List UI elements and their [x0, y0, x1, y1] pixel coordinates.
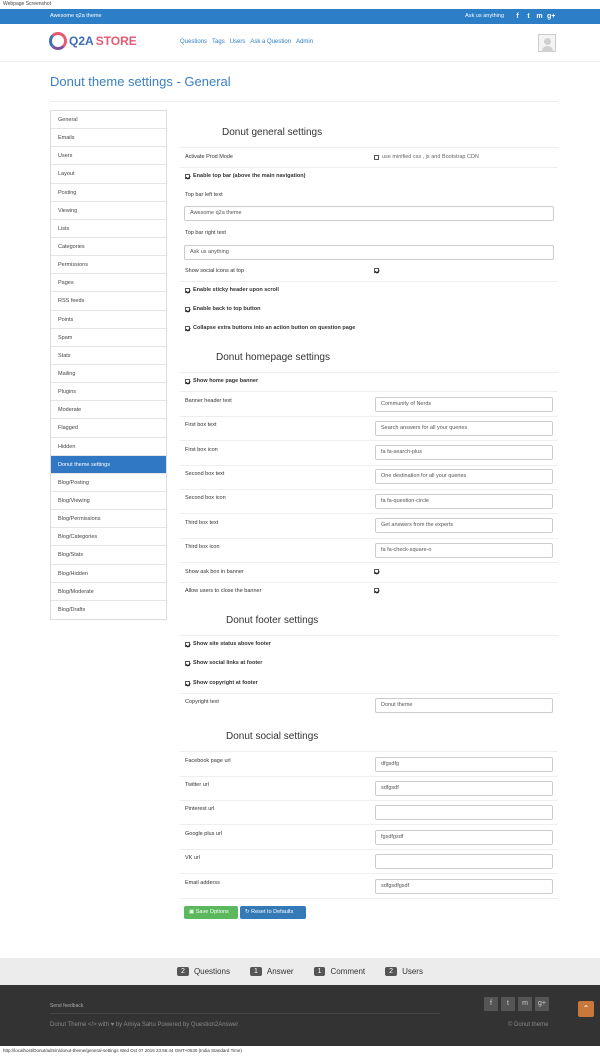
footer-social	[484, 997, 549, 1011]
divider	[50, 101, 558, 102]
pinterest-url-input[interactable]	[375, 805, 553, 820]
second-box-icon-input[interactable]: fa fa-question-circle	[375, 494, 553, 509]
top-bar-left-input[interactable]: Awesome q2a theme	[184, 206, 554, 221]
second-box-icon-label: Second box icon	[185, 495, 226, 501]
sidebar-item[interactable]: Lists	[51, 220, 166, 238]
social-links-label: Show social links at footer	[193, 660, 263, 666]
checkbox-icon[interactable]	[185, 174, 190, 179]
back-to-top-label: Enable back to top button	[193, 306, 261, 312]
save-options-button[interactable]	[184, 906, 238, 919]
first-box-icon-input[interactable]: fa fa-search-plus	[375, 445, 553, 460]
sidebar-item[interactable]: Layout	[51, 165, 166, 183]
sidebar-item[interactable]: Pages	[51, 274, 166, 292]
nav-users[interactable]: Users	[229, 39, 246, 45]
mail-icon[interactable]: m	[518, 997, 532, 1011]
vk-url-label: VK url	[185, 855, 200, 861]
stat-answers	[250, 967, 294, 976]
checkbox-icon[interactable]	[185, 288, 190, 293]
status-bar: http://localhost/Donut/admin/donut-theme/general-settings Wed Oct 07 2015 23:56:44 GMT+0530 (India Standard Time)	[0, 1046, 600, 1056]
sidebar-item[interactable]: Blog/Stats	[51, 546, 166, 564]
logo-text-2: STORE	[95, 34, 137, 48]
divider	[180, 776, 558, 777]
main-nav	[180, 39, 313, 45]
footer-credit: Donut Theme </> with ♥ by Amiya Sahu Powered by Question2Answer	[50, 1022, 239, 1028]
facebook-icon[interactable]: f	[484, 997, 498, 1011]
email-label: Email adderss	[185, 880, 220, 886]
copyright-checkbox[interactable]	[185, 680, 258, 686]
page-title: Donut theme settings - General	[50, 74, 231, 89]
send-feedback-link[interactable]: Send feedback	[50, 1003, 84, 1009]
section-title-general: Donut general settings	[222, 127, 323, 138]
stat-questions	[177, 967, 230, 976]
second-box-text-input[interactable]: One destination for all your queries	[375, 469, 553, 484]
email-input[interactable]: sdfgsdfgsdf	[375, 879, 553, 894]
site-logo[interactable]	[49, 32, 137, 50]
divider	[180, 898, 558, 899]
divider	[180, 147, 558, 148]
facebook-url-input[interactable]: dfgsdfg	[375, 757, 553, 772]
checkbox-icon[interactable]	[185, 326, 190, 331]
top-bar-right-input[interactable]: Ask us anything	[184, 245, 554, 260]
google-plus-icon[interactable]: g+	[535, 997, 549, 1011]
close-banner-label: Allow users to close the banner	[185, 588, 262, 594]
divider	[180, 562, 558, 563]
nav-tags[interactable]: Tags	[212, 39, 225, 45]
divider	[180, 873, 558, 874]
nav-questions[interactable]: Questions	[180, 39, 208, 45]
browser-caption: Webpage Screenshot	[0, 0, 600, 9]
copyright-show-label: Show copyright at footer	[193, 680, 258, 686]
logo-text-1: Q2A	[69, 34, 94, 48]
social-icons-label: Show social icons at top	[185, 268, 245, 274]
divider	[180, 372, 558, 373]
vk-url-input[interactable]	[375, 854, 553, 869]
twitter-icon[interactable]: t	[527, 13, 530, 20]
back-to-top-checkbox[interactable]	[185, 306, 261, 312]
divider	[180, 582, 558, 583]
divider	[180, 440, 558, 441]
sidebar-item[interactable]: Flagged	[51, 419, 166, 437]
sidebar-item[interactable]: Spam	[51, 329, 166, 347]
sidebar-item[interactable]: RSS feeds	[51, 292, 166, 310]
footer-copyright: © Donut theme	[508, 1022, 549, 1028]
sidebar-item[interactable]: Blog/Hidden	[51, 565, 166, 583]
site-status-label: Show site status above footer	[193, 641, 271, 647]
sidebar-item[interactable]: Permissions	[51, 256, 166, 274]
pinterest-url-label: Pinterest url	[185, 806, 215, 812]
stat-label: Comment	[330, 967, 366, 976]
collapse-checkbox[interactable]	[185, 325, 355, 331]
sidebar-item[interactable]: Plugins	[51, 383, 166, 401]
divider	[180, 693, 558, 694]
sidebar-item[interactable]: Categories	[51, 238, 166, 256]
admin-sidebar	[50, 110, 167, 620]
reset-label: Reset to Defaults	[251, 909, 294, 915]
stat-label: Questions	[193, 967, 230, 976]
divider	[180, 751, 558, 752]
top-bar-right-text[interactable]: Ask us anything	[465, 13, 504, 19]
sidebar-item[interactable]: Posting	[51, 184, 166, 202]
top-bar-left-text: Awesome q2a theme	[50, 13, 102, 19]
second-box-text-label: Second box text	[185, 471, 225, 477]
stat-count: 1	[314, 967, 326, 976]
divider	[180, 489, 558, 490]
top-bar-label: Enable top bar (above the main navigation)	[193, 173, 306, 179]
reset-defaults-button[interactable]	[240, 906, 306, 919]
google-plus-icon[interactable]: g+	[547, 13, 556, 20]
sidebar-item[interactable]: Emails	[51, 129, 166, 147]
site-status-checkbox[interactable]	[185, 641, 271, 647]
divider	[180, 824, 558, 825]
stat-count: 2	[385, 967, 397, 976]
sidebar-item[interactable]: Hidden	[51, 438, 166, 456]
third-box-text-input[interactable]: Get answers from the experts	[375, 518, 553, 533]
divider	[180, 281, 558, 282]
checkbox-icon[interactable]	[185, 661, 190, 666]
twitter-url-input[interactable]: sdfgsdf	[375, 781, 553, 796]
home-banner-checkbox[interactable]	[185, 378, 258, 384]
sidebar-item[interactable]: Blog/Categories	[51, 528, 166, 546]
chevron-up-icon: ⌃	[582, 1004, 590, 1013]
refresh-icon: ↻	[245, 909, 252, 915]
sidebar-item[interactable]: Blog/Posting	[51, 474, 166, 492]
prod-mode-checkbox[interactable]	[374, 154, 479, 160]
ask-box-label: Show ask box in banner	[185, 569, 244, 575]
banner-header-input[interactable]: Community of Nerds	[375, 397, 553, 412]
twitter-url-label: Twitter url	[185, 782, 209, 788]
first-box-icon-label: First box icon	[185, 447, 218, 453]
top-bar	[0, 9, 600, 24]
mail-icon[interactable]: m	[536, 13, 543, 20]
section-title-footer: Donut footer settings	[226, 615, 319, 626]
checkbox-icon[interactable]	[185, 681, 190, 686]
copyright-text-input[interactable]: Donut theme	[375, 698, 553, 713]
first-box-text-input[interactable]: Search answers for all your queries	[375, 421, 553, 436]
divider	[180, 416, 558, 417]
prod-mode-note: use minified css , js and Bootstrap CDN	[382, 154, 479, 160]
section-title-social: Donut social settings	[226, 731, 319, 742]
prod-mode-label: Activate Prod Mode	[185, 154, 233, 160]
stat-users	[385, 967, 423, 976]
twitter-icon[interactable]: t	[501, 997, 515, 1011]
sidebar-item[interactable]: Stats	[51, 347, 166, 365]
sidebar-item[interactable]: Viewing	[51, 202, 166, 220]
divider	[180, 465, 558, 466]
stat-count: 1	[250, 967, 262, 976]
top-bar-checkbox[interactable]	[185, 173, 305, 179]
site-footer	[0, 985, 600, 1046]
sidebar-item[interactable]: Mailing	[51, 365, 166, 383]
social-links-checkbox[interactable]	[185, 660, 262, 666]
divider	[180, 538, 558, 539]
checkbox-icon[interactable]	[374, 155, 379, 160]
divider	[180, 635, 558, 636]
sidebar-item[interactable]: Users	[51, 147, 166, 165]
first-box-text-label: First box text	[185, 422, 217, 428]
avatar[interactable]	[538, 34, 556, 52]
facebook-icon[interactable]: f	[516, 13, 519, 20]
save-label: Save Options	[195, 909, 229, 915]
nav-admin[interactable]: Admin	[296, 39, 314, 45]
logo-icon	[49, 32, 67, 50]
sticky-header-checkbox[interactable]	[185, 287, 279, 293]
sidebar-item[interactable]: Blog/Drafts	[51, 601, 166, 619]
divider	[180, 167, 558, 168]
checkbox-icon[interactable]	[185, 379, 190, 384]
divider	[180, 513, 558, 514]
sticky-label: Enable sticky header upon scroll	[193, 287, 279, 293]
main-header	[0, 24, 600, 62]
sidebar-item[interactable]: Blog/Permissions	[51, 510, 166, 528]
sidebar-item-donut-settings[interactable]: Donut theme settings	[51, 456, 166, 474]
divider	[180, 391, 558, 392]
back-to-top-button[interactable]	[578, 1001, 594, 1017]
google-plus-url-label: Google plus url	[185, 831, 222, 837]
site-stats	[0, 958, 600, 985]
nav-ask[interactable]: Ask a Question	[250, 39, 292, 45]
stat-label: Answer	[266, 967, 294, 976]
collapse-label: Collapse extra buttons into an action button on question page	[193, 325, 356, 331]
banner-header-label: Banner header text	[185, 398, 232, 404]
divider	[180, 849, 558, 850]
third-box-text-label: Third box text	[185, 520, 219, 526]
sidebar-item[interactable]: General	[51, 111, 166, 129]
divider	[180, 800, 558, 801]
sidebar-item[interactable]: Moderate	[51, 401, 166, 419]
third-box-icon-label: Third box icon	[185, 544, 220, 550]
copyright-text-label: Copyright text	[185, 699, 219, 705]
left-text-label: Top bar left text	[185, 192, 223, 198]
divider	[50, 1013, 440, 1014]
right-text-label: Top bar right text	[185, 230, 226, 236]
section-title-homepage: Donut homepage settings	[216, 352, 330, 363]
third-box-icon-input[interactable]: fa fa-check-square-o	[375, 543, 553, 558]
sidebar-item[interactable]: Blog/Viewing	[51, 492, 166, 510]
stat-comments	[314, 967, 366, 976]
sidebar-item[interactable]: Blog/Moderate	[51, 583, 166, 601]
close-banner-checkbox[interactable]	[374, 588, 379, 593]
home-banner-label: Show home page banner	[193, 378, 259, 384]
ask-box-checkbox[interactable]	[374, 569, 379, 574]
google-plus-url-input[interactable]: fgsdfgsdf	[375, 830, 553, 845]
checkbox-icon[interactable]	[185, 307, 190, 312]
stat-count: 2	[177, 967, 189, 976]
social-icons-checkbox[interactable]	[374, 268, 379, 273]
checkbox-icon[interactable]	[185, 642, 190, 647]
sidebar-item[interactable]: Points	[51, 311, 166, 329]
stat-label: Users	[402, 967, 423, 976]
facebook-url-label: Facebook page url	[185, 758, 231, 764]
save-icon: ▣	[189, 909, 196, 915]
